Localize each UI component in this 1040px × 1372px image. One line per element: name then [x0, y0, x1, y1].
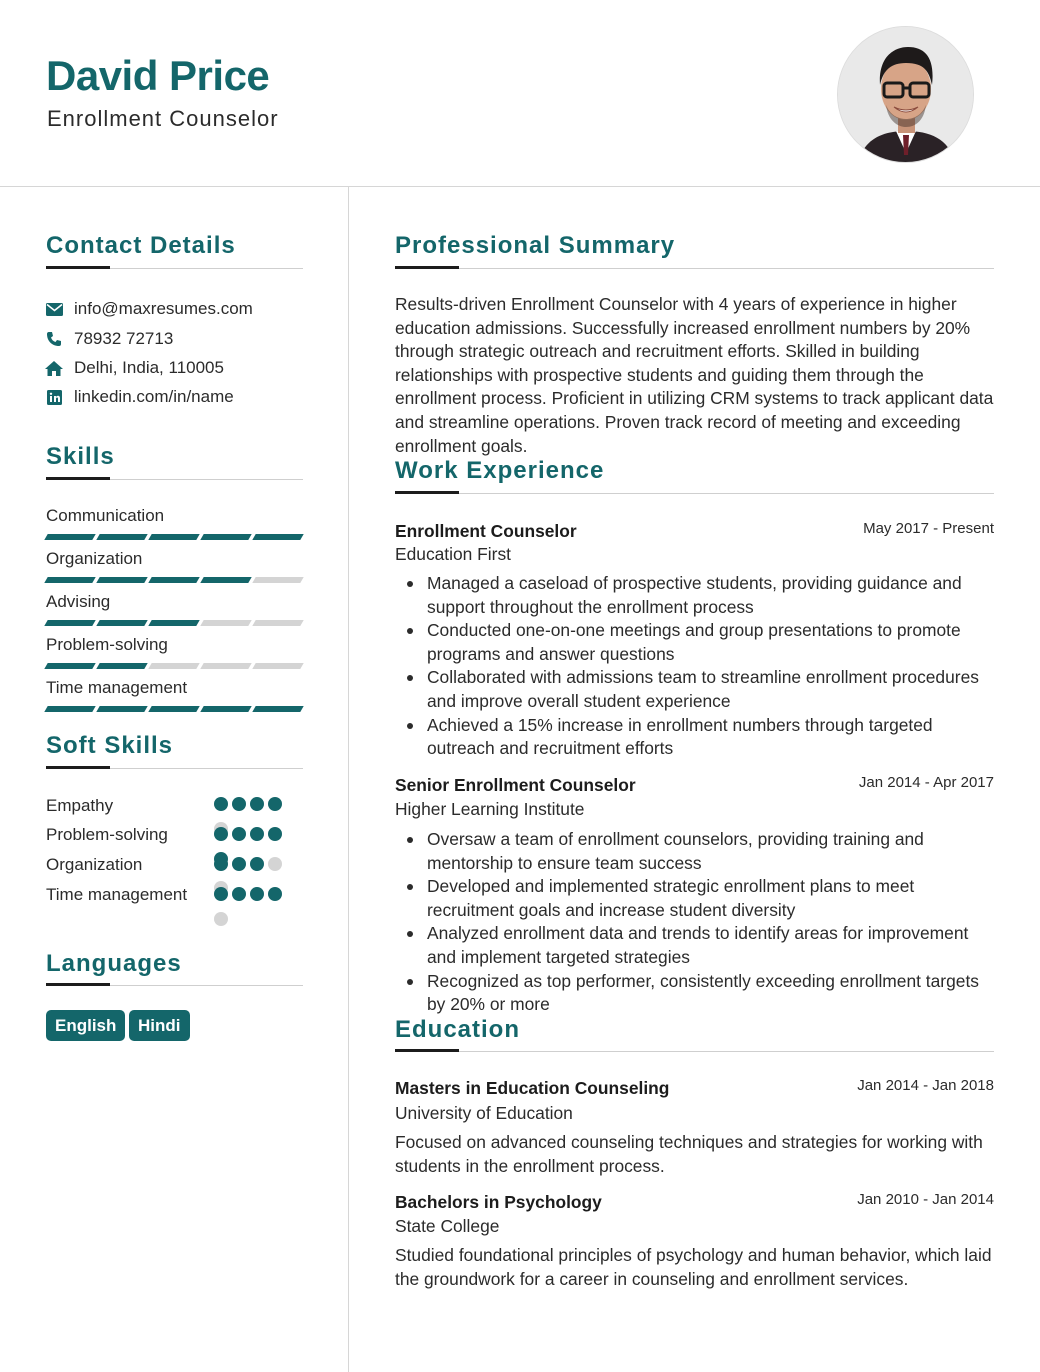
- skill-bar: [46, 620, 302, 626]
- job-bullet: Conducted one-on-one meetings and group presentations to promote programs and answer questions: [395, 619, 995, 666]
- education-section-title: Education: [395, 1016, 521, 1043]
- job-bullets: [395, 572, 995, 761]
- skill-level-segment: [200, 663, 251, 669]
- soft-skill-label: Empathy: [46, 796, 114, 815]
- job-bullet: Managed a caseload of prospective students, providing guidance and support throughout the enrollment process: [395, 572, 995, 619]
- skill-level-segment: [44, 577, 95, 583]
- soft-skills-section-title: Soft Skills: [46, 732, 174, 759]
- skill-level-segment: [200, 534, 251, 540]
- skill-bar: [46, 534, 302, 540]
- school-name: University of Education: [395, 1103, 573, 1123]
- skill-label: Problem-solving: [46, 635, 168, 654]
- soft-skill-dot: [268, 797, 282, 811]
- soft-skill-dot: [232, 797, 246, 811]
- soft-skill-dot: [214, 797, 228, 811]
- job-bullet: Recognized as top performer, consistently exceeding enrollment targets by 20% or more: [395, 970, 995, 1017]
- soft-skill-dot: [214, 887, 228, 901]
- skill-level-segment: [148, 620, 199, 626]
- candidate-role: Enrollment Counselor: [47, 106, 279, 131]
- summary-text: Results-driven Enrollment Counselor with 4 years of experience in higher education admissions. Successfully increased enrollment numbers by 20% through strategic outreach and recruitment efforts. Skilled in building relationships with prospective students and guiding them through the enrollment process. Proficient in utilizing CRM systems to track applicant data and streamline operations. Proven track record of meeting and exceeding enrollment goals.: [395, 294, 994, 456]
- education-section-rule: [395, 1051, 994, 1052]
- languages-section-title: Languages: [46, 950, 182, 977]
- soft-skill-label: Problem-solving: [46, 825, 168, 844]
- soft-skill-dots: [214, 797, 282, 811]
- skill-label: Time management: [46, 678, 188, 697]
- skill-level-segment: [200, 620, 251, 626]
- contact-linkedin-text: linkedin.com/in/name: [74, 387, 234, 406]
- person-photo-icon: [838, 27, 974, 163]
- degree-dates: Jan 2010 - Jan 2014: [857, 1191, 994, 1208]
- resume-header: [0, 0, 1040, 187]
- languages-section-rule: [46, 985, 303, 986]
- skill-level-segment: [96, 577, 147, 583]
- contact-email[interactable]: [45, 298, 253, 320]
- skill-level-segment: [96, 620, 147, 626]
- linkedin-icon: [45, 388, 63, 406]
- contact-section-rule: [46, 268, 303, 269]
- skill-level-segment: [44, 620, 95, 626]
- soft-skill-dot: [214, 827, 228, 841]
- job-bullet: Analyzed enrollment data and trends to identify areas for improvement and implement targeted strategies: [395, 922, 995, 969]
- email-icon: [45, 300, 63, 318]
- job-bullet: Developed and implemented strategic enrollment plans to meet recruitment goals and increase student diversity: [395, 875, 995, 922]
- degree-description: Focused on advanced counseling techniques and strategies for working with students in the enrollment process.: [395, 1132, 983, 1176]
- soft-skill-dot: [232, 827, 246, 841]
- skill-label: Organization: [46, 549, 143, 568]
- soft-skill-dot: [268, 887, 282, 901]
- experience-section-title: Work Experience: [395, 457, 605, 484]
- job-organization: Higher Learning Institute: [395, 799, 585, 819]
- experience-section-rule: [395, 493, 994, 494]
- skills-section-rule: [46, 479, 303, 480]
- contact-email-text: info@maxresumes.com: [74, 299, 253, 318]
- job-bullets: [395, 828, 995, 1017]
- degree-title: Bachelors in Psychology: [395, 1192, 602, 1212]
- skill-level-segment: [200, 577, 251, 583]
- soft-skill-dot: [214, 857, 228, 871]
- soft-skill-dot: [268, 827, 282, 841]
- skill-level-segment: [96, 663, 147, 669]
- skill-level-segment: [148, 663, 199, 669]
- job-title: Senior Enrollment Counselor: [395, 775, 636, 795]
- contact-phone[interactable]: [45, 328, 173, 350]
- job-title: Enrollment Counselor: [395, 521, 577, 541]
- contact-linkedin[interactable]: [45, 386, 234, 408]
- job-dates: Jan 2014 - Apr 2017: [858, 774, 994, 791]
- job-bullet: Collaborated with admissions team to streamline enrollment procedures and improve overall student experience: [395, 666, 995, 713]
- soft-skill-dot: [250, 827, 264, 841]
- degree-description: Studied foundational principles of psychology and human behavior, which laid the groundwork for a career in counseling and enrollment services.: [395, 1245, 992, 1289]
- job-bullet: Achieved a 15% increase in enrollment numbers through targeted outreach and recruitment efforts: [395, 714, 995, 761]
- soft-skill-dots: [214, 887, 282, 901]
- skill-level-segment: [252, 663, 303, 669]
- skill-level-segment: [96, 706, 147, 712]
- skill-level-segment: [200, 706, 251, 712]
- soft-skill-dot: [250, 887, 264, 901]
- degree-title: Masters in Education Counseling: [395, 1078, 670, 1098]
- soft-skill-dot: [232, 887, 246, 901]
- contact-phone-text: 78932 72713: [74, 329, 174, 348]
- skill-level-segment: [96, 534, 147, 540]
- soft-skill-dot: [250, 857, 264, 871]
- skill-level-segment: [148, 534, 199, 540]
- skill-level-segment: [252, 706, 303, 712]
- school-name: State College: [395, 1216, 500, 1236]
- skill-level-segment: [252, 620, 303, 626]
- soft-skill-label: Organization: [46, 855, 143, 874]
- soft-skill-label: Time management: [46, 885, 188, 904]
- job-organization: Education First: [395, 544, 511, 564]
- language-tag-english: English: [46, 1010, 125, 1041]
- skill-level-segment: [252, 577, 303, 583]
- job-bullet: Oversaw a team of enrollment counselors, providing training and mentorship to ensure team success: [395, 828, 995, 875]
- profile-photo: [837, 26, 974, 163]
- soft-skill-dots: [214, 827, 282, 841]
- home-icon: [45, 359, 63, 377]
- soft-skill-dot: [232, 857, 246, 871]
- language-tag-hindi: Hindi: [129, 1010, 190, 1041]
- candidate-name: David Price: [46, 52, 270, 99]
- skill-bar: [46, 577, 302, 583]
- contact-address: [45, 357, 224, 379]
- skill-level-segment: [252, 534, 303, 540]
- skill-label: Advising: [46, 592, 111, 611]
- soft-skill-dot: [268, 857, 282, 871]
- skill-level-segment: [44, 706, 95, 712]
- soft-skill-dots: [214, 857, 282, 871]
- skill-label: Communication: [46, 506, 165, 525]
- soft-skill-dot-overflow: [214, 912, 228, 926]
- skill-level-segment: [148, 706, 199, 712]
- skills-section-title: Skills: [46, 443, 115, 470]
- contact-address-text: Delhi, India, 110005: [74, 358, 224, 377]
- column-divider: [348, 187, 349, 1372]
- skill-level-segment: [44, 534, 95, 540]
- skill-bar: [46, 706, 302, 712]
- summary-section-rule: [395, 268, 994, 269]
- soft-skill-dot: [250, 797, 264, 811]
- skill-level-segment: [148, 577, 199, 583]
- phone-icon: [45, 330, 63, 348]
- job-dates: May 2017 - Present: [863, 520, 994, 537]
- summary-section-title: Professional Summary: [395, 232, 676, 259]
- soft-skills-section-rule: [46, 768, 303, 769]
- skill-bar: [46, 663, 302, 669]
- skill-level-segment: [44, 663, 95, 669]
- contact-section-title: Contact Details: [46, 232, 236, 259]
- degree-dates: Jan 2014 - Jan 2018: [857, 1077, 994, 1094]
